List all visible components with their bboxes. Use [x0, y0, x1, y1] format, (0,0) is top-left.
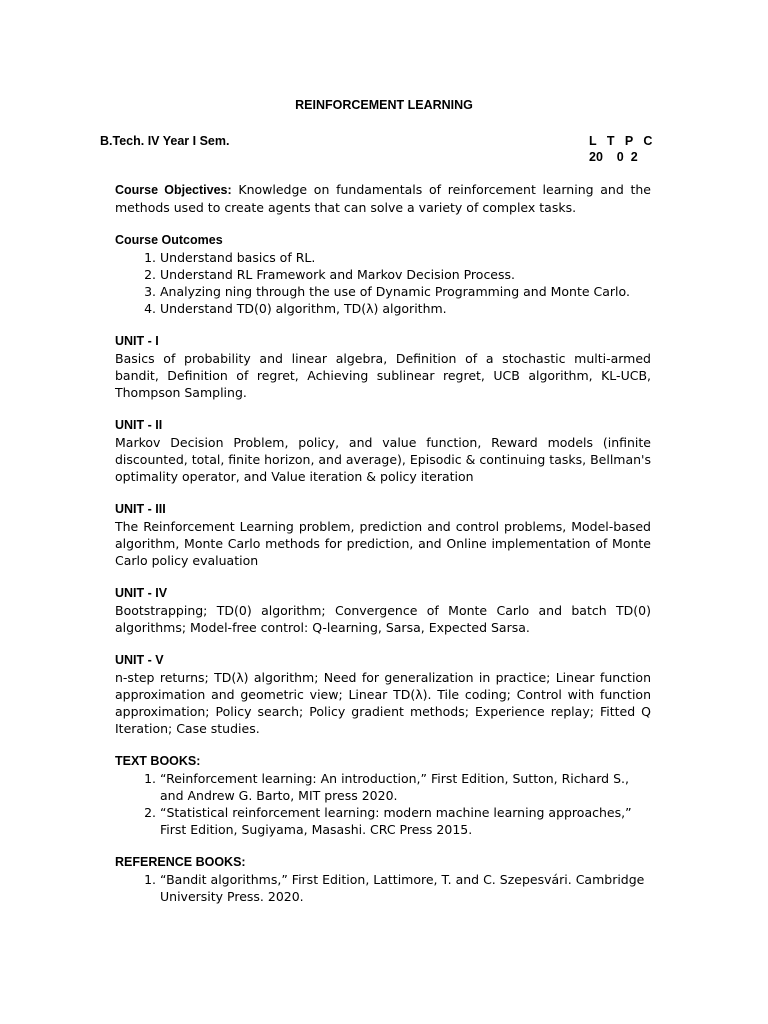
unit-text: Markov Decision Problem, policy, and value function, Reward models (infinite discounted, total, finite horizon, and average), Episodic & continuing tasks, Bellman's optimality operator, and Value iteration & policy iteration — [115, 435, 651, 484]
course-objectives — [115, 181, 651, 216]
unit-3-section — [115, 501, 651, 569]
list-item: 3. Analyzing ning through the use of Dynamic Programming and Monte Carlo. — [160, 283, 651, 300]
objectives-text: Knowledge on fundamentals of reinforcement learning and the methods used to create agents that can solve a variety of complex tasks. — [115, 182, 651, 215]
unit-text: Bootstrapping; TD(0) algorithm; Convergence of Monte Carlo and batch TD(0) algorithms; Model-free control: Q-learning, Sarsa, Expected Sarsa. — [115, 603, 651, 635]
course-outcomes-section — [115, 232, 651, 317]
ltpc-values: 20 0 2 — [589, 150, 638, 164]
outcomes-list — [115, 249, 651, 317]
unit-1-section — [115, 333, 651, 401]
unit-heading: UNIT - I — [115, 334, 159, 348]
list-item: 4. Understand TD(0) algorithm, TD(λ) algorithm. — [160, 300, 651, 317]
unit-heading: UNIT - IV — [115, 586, 168, 600]
course-title: REINFORCEMENT LEARNING — [295, 98, 473, 112]
objectives-label: Course Objectives: — [115, 183, 232, 197]
unit-2-section — [115, 417, 651, 485]
unit-heading: UNIT - V — [115, 653, 164, 667]
ltpc-block — [589, 133, 652, 165]
unit-4-section — [115, 585, 651, 636]
list-item: 1. “Bandit algorithms,” First Edition, Lattimore, T. and C. Szepesvári. Cambridge University Press. 2020. — [160, 871, 651, 905]
outcomes-heading: Course Outcomes — [115, 233, 223, 247]
reference-books-list — [115, 871, 651, 905]
semester-label: B.Tech. IV Year I Sem. — [100, 134, 230, 148]
reference-books-heading: REFERENCE BOOKS: — [115, 855, 246, 869]
list-item: 2. “Statistical reinforcement learning: modern machine learning approaches,” First Edition, Sugiyama, Masashi. CRC Press 2015. — [160, 804, 651, 838]
unit-text: Basics of probability and linear algebra, Definition of a stochastic multi-armed bandit, Definition of regret, Achieving sublinear regret, UCB algorithm, KL-UCB, Thompson Sampling. — [115, 351, 651, 400]
unit-heading: UNIT - III — [115, 502, 166, 516]
syllabus-content — [115, 181, 651, 921]
ltpc-header: L T P C — [589, 134, 653, 148]
unit-5-section — [115, 652, 651, 737]
reference-books-section — [115, 854, 651, 905]
text-books-list — [115, 770, 651, 838]
text-books-heading: TEXT BOOKS: — [115, 754, 201, 768]
list-item: 1. Understand basics of RL. — [160, 249, 651, 266]
unit-text: n-step returns; TD(λ) algorithm; Need for generalization in practice; Linear function approximation and geometric view; Linear TD(λ). Tile coding; Control with function approximation; Policy search; Policy gradient methods; Experience replay; Fitted Q Iteration; Case studies. — [115, 670, 651, 736]
unit-heading: UNIT - II — [115, 418, 163, 432]
list-item: 1. “Reinforcement learning: An introduction,” First Edition, Sutton, Richard S., and Andrew G. Barto, MIT press 2020. — [160, 770, 651, 804]
list-item: 2. Understand RL Framework and Markov Decision Process. — [160, 266, 651, 283]
unit-text: The Reinforcement Learning problem, prediction and control problems, Model-based algorithm, Monte Carlo methods for prediction, and Online implementation of Monte Carlo policy evaluation — [115, 519, 651, 568]
text-books-section — [115, 753, 651, 838]
